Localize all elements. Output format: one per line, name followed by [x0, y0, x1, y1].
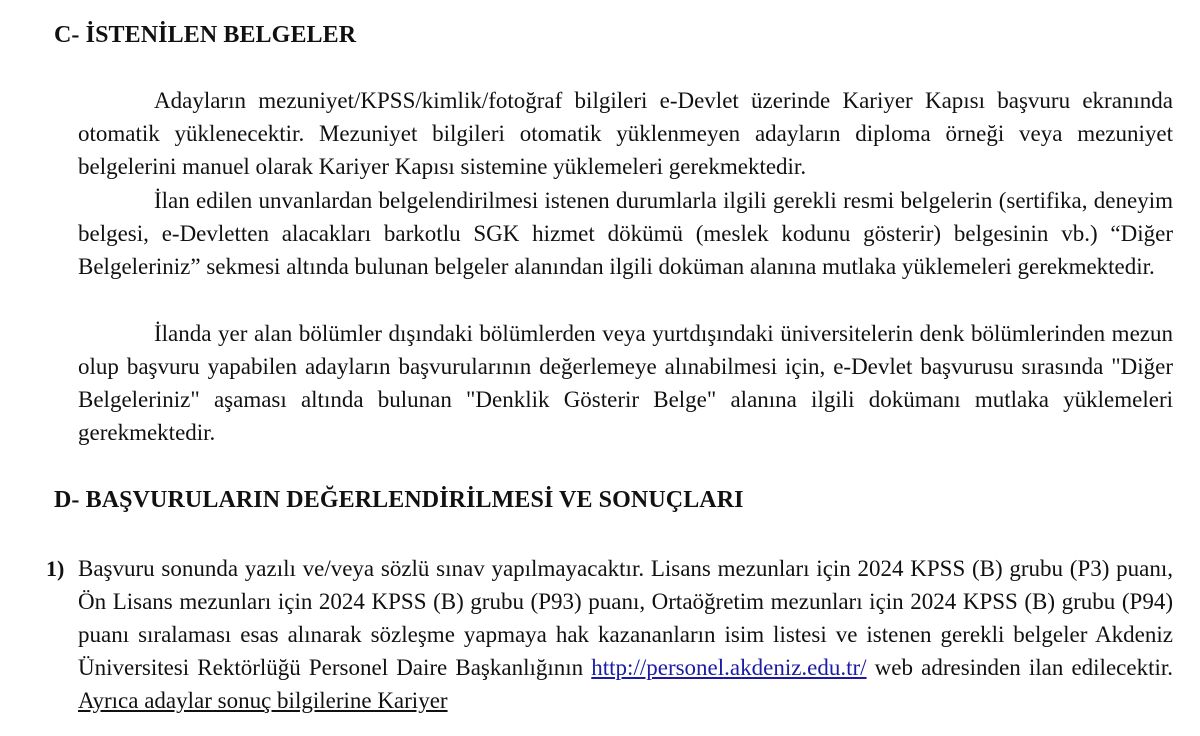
section-c-paragraph-3: İlanda yer alan bölümler dışındaki bölümlerden veya yurtdışındaki üniversitelerin denk bölümlerinden mezun olup başvuru yapabilen adayların başvurularının değerlemeye alınabilmesi için, e-Devlet başvurusu sırasında "Diğer Belgeleriniz" aşaması altında bulunan "Denklik Gösterir Belge" alanına ilgili dokümanı mutlaka yüklemeleri gerekmektedir. — [78, 321, 1173, 445]
section-c-heading: C- İSTENİLEN BELGELER — [54, 22, 357, 48]
list-item-text — [78, 552, 1173, 717]
section-d-heading: D- BAŞVURULARIN DEĞERLENDİRİLMESİ VE SONUÇLARI — [54, 487, 744, 513]
section-c-paragraph-1: Adayların mezuniyet/KPSS/kimlik/fotoğraf bilgileri e-Devlet üzerinde Kariyer Kapısı başvuru ekranında otomatik yüklenecektir. Mezuniyet bilgileri otomatik yüklenmeyen adayların diploma örneği veya mezuniyet belgelerini manuel olarak Kariyer Kapısı sistemine yüklemeleri gerekmektedir. — [78, 88, 1173, 179]
underlined-note-text: Ayrıca adaylar sonuç bilgilerine Kariyer — [78, 688, 448, 713]
list-item-number: 1) — [46, 556, 65, 581]
list-item-text-after-link: web adresinden ilan edilecektir. — [866, 655, 1173, 680]
personnel-website-link[interactable]: http://personel.akdeniz.edu.tr/ — [591, 655, 867, 680]
list-item-text-main: Başvuru sonunda yazılı ve/veya sözlü sınav yapılmayacaktır. Lisans mezunları için 2024 KPSS (B) grubu (P3) puanı, Ön Lisans mezunları için 2024 KPSS (B) grubu (P93) puanı, Ortaöğretim mezunları için 2024 KPSS (B) grubu (P94) puanı sıralaması esas alınarak sözleşme yapmaya hak kazananların isim listesi ve istenen gerekli belgeler Akdeniz Üniversitesi Rektörlüğü Personel Daire Başkanlığının — [78, 556, 1173, 680]
section-c-paragraph-2: İlan edilen unvanlardan belgelendirilmesi istenen durumlarla ilgili gerekli resmi belgelerin (sertifika, deneyim belgesi, e-Devletten alacakları barkotlu SGK hizmet dökümü (meslek kodunu gösterir) belgesinin vb.) “Diğer Belgeleriniz” sekmesi altında bulunan belgeler alanından ilgili doküman alanına mutlaka yüklemeleri gerekmektedir. — [78, 188, 1173, 279]
